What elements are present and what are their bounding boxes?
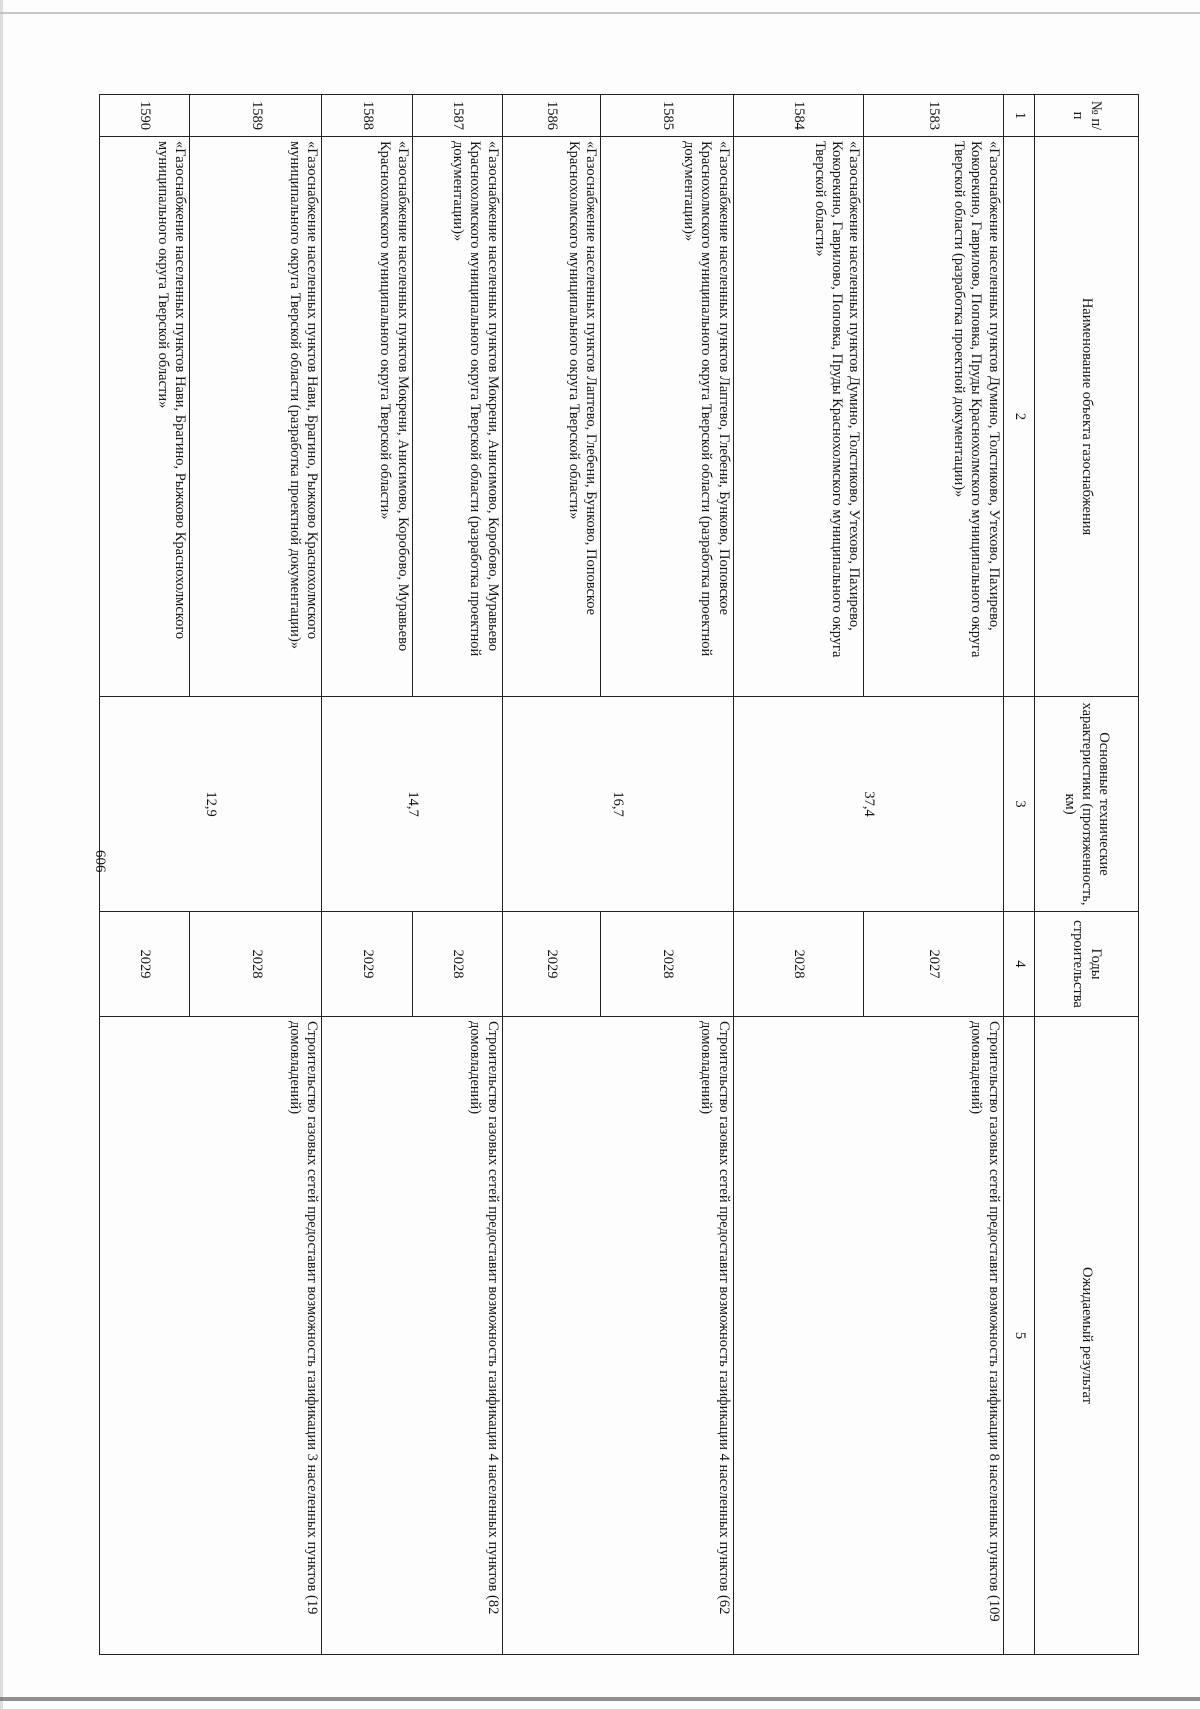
length-km: 16,7 [502,697,733,912]
column-number: 3 [1003,697,1034,912]
construction-year: 2029 [502,912,601,1017]
row-number: 1587 [412,95,502,137]
column-number: 4 [1003,912,1034,1017]
row-number: 1585 [601,95,733,137]
scan-edge-bottom [0,1697,1200,1701]
object-name: «Газоснабжение населенных пунктов Думино, Толстиково, Утехово, Пахирево, Кокорекино, Гаврилово, Поповка, Пруды Краснохолмского муниципального округа Тверской области (разработка проектной документации)» [864,137,1003,697]
object-name: «Газоснабжение населенных пунктов Лаптево, Глебени, Бунково, Поповское Краснохолмского муниципального округа Тверской области (разработка проектной документации)» [601,137,733,697]
table-row [412,95,502,1655]
construction-year: 2028 [733,912,864,1017]
page-number: 606 [92,850,108,873]
row-number: 1590 [100,95,190,137]
gasification-table [99,94,1139,1655]
expected-result: Строительство газовых сетей предоставит возможность газификации 8 населенных пунктов (109 домовладений) [733,1017,1003,1655]
scan-edge-left [0,0,3,1709]
construction-year: 2029 [322,912,412,1017]
length-km: 12,9 [100,697,323,912]
gasification-table-container [99,94,1139,1654]
construction-year: 2028 [412,912,502,1017]
table-row [864,95,1003,1655]
column-number: 1 [1003,95,1034,137]
column-number: 2 [1003,137,1034,697]
row-number: 1589 [190,95,322,137]
header-no: № п/п [1034,95,1138,137]
object-name: «Газоснабжение населенных пунктов Мокрени, Анисимово, Коробово, Муравьево Краснохолмского муниципального округа Тверской области» [322,137,412,697]
column-number: 5 [1003,1017,1034,1655]
object-name: «Газоснабжение населенных пунктов Думино, Толстиково, Утехово, Пахирево, Кокорекино, Гаврилово, Поповка, Пруды Краснохолмского муниципального округа Тверской области» [733,137,864,697]
construction-year: 2027 [864,912,1003,1017]
column-number-row [1003,95,1034,1655]
header-years: Годы строительства [1034,912,1138,1017]
row-number: 1586 [502,95,601,137]
scan-edge-top [0,12,1200,14]
expected-result: Строительство газовых сетей предоставит возможность газификации 4 населенных пунктов (62 домовладений) [502,1017,733,1655]
header-row [1034,95,1138,1655]
row-number: 1584 [733,95,864,137]
construction-year: 2028 [190,912,322,1017]
construction-year: 2028 [601,912,733,1017]
table-row [190,95,322,1655]
object-name: «Газоснабжение населенных пунктов Мокрени, Анисимово, Коробово, Муравьево Краснохолмского муниципального округа Тверской области (разработка проектной документации)» [412,137,502,697]
header-result: Ожидаемый результат [1034,1017,1138,1655]
object-name: «Газоснабжение населенных пунктов Лаптево, Глебени, Бунково, Поповское Краснохолмского муниципального округа Тверской области» [502,137,601,697]
expected-result: Строительство газовых сетей предоставит возможность газификации 4 населенных пунктов (82 домовладений) [322,1017,502,1655]
header-characteristics: Основные технические характеристики (протяженность, км) [1034,697,1138,912]
length-km: 37,4 [733,697,1003,912]
object-name: «Газоснабжение населенных пунктов Нави, Брагино, Рыжково Краснохолмского муниципального округа Тверской области» [100,137,190,697]
row-number: 1583 [864,95,1003,137]
object-name: «Газоснабжение населенных пунктов Нави, Брагино, Рыжково Краснохолмского муниципального округа Тверской области (разработка проектной документации)» [190,137,322,697]
header-name: Наименование объекта газоснабжения [1034,137,1138,697]
row-number: 1588 [322,95,412,137]
table-row [601,95,733,1655]
construction-year: 2029 [100,912,190,1017]
expected-result: Строительство газовых сетей предоставит возможность газификации 3 населенных пунктов (19 домовладений) [100,1017,323,1655]
length-km: 14,7 [322,697,502,912]
